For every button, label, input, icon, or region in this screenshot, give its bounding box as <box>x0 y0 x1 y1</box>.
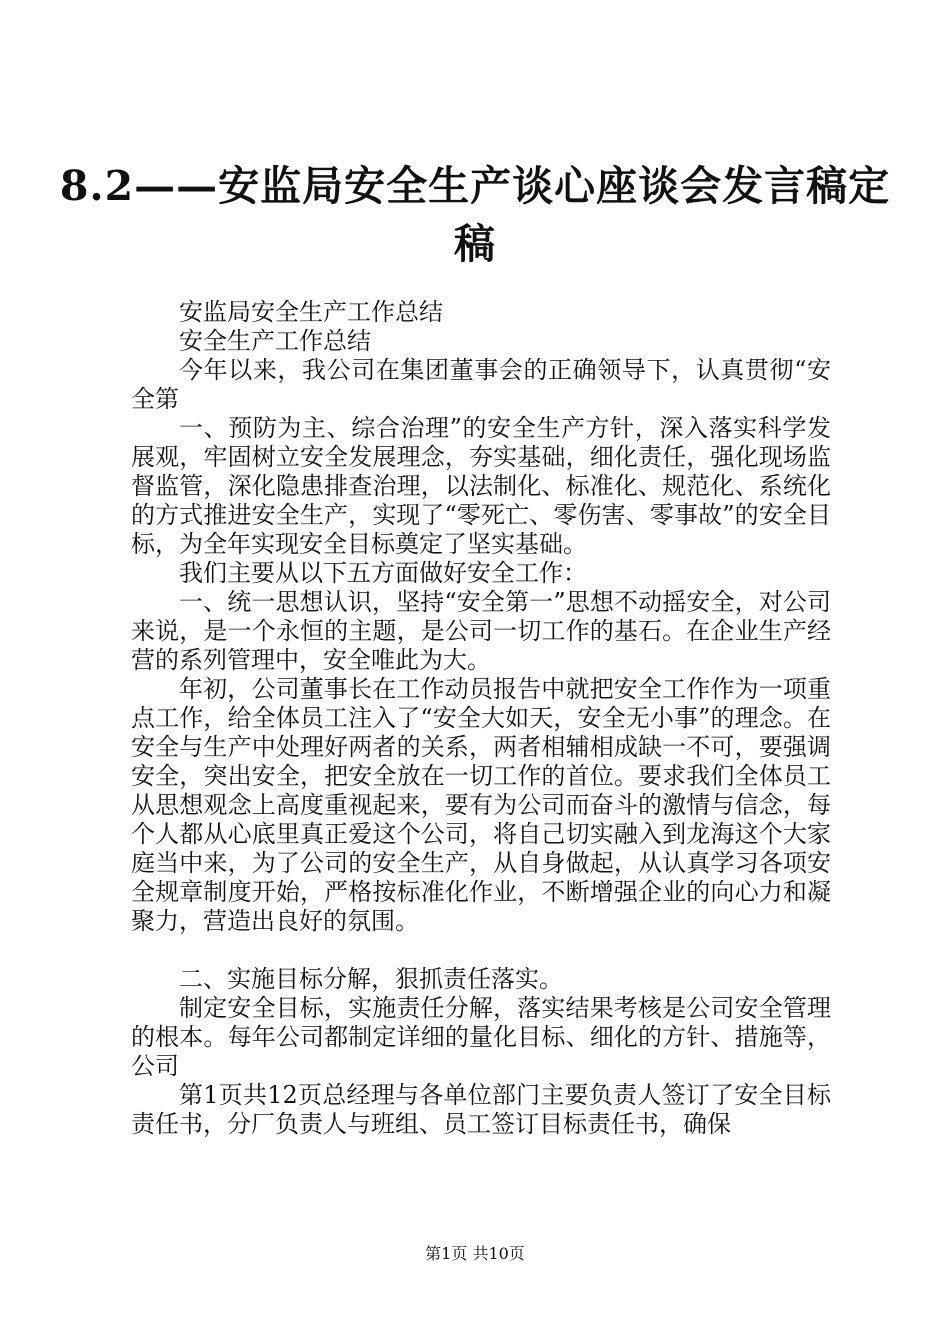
paragraph-heading: 安监局安全生产工作总结 <box>179 298 443 326</box>
document-title-line-2: 稿 <box>454 220 496 268</box>
paragraph: 制定安全目标，实施责任分解，落实结果考核是公司安全管理的根本。每年公司都制定详细的量化目标、细化的方针、措施等，公司 <box>131 994 831 1080</box>
paragraph: 我们主要从以下五方面做好安全工作： <box>179 559 587 587</box>
section-heading: 二、实施目标分解，狠抓责任落实。 <box>179 965 563 993</box>
paragraph: 一、统一思想认识，坚持“安全第一”思想不动摇安全，对公司来说，是一个永恒的主题，是公司一切工作的基石。在企业生产经营的系列管理中，安全唯此为大。 <box>131 588 831 674</box>
paragraph-spacer <box>131 936 831 965</box>
paragraph: 年初，公司董事长在工作动员报告中就把安全工作作为一项重点工作，给全体员工注入了“安全大如天，安全无小事”的理念。在安全与生产中处理好两者的关系，两者相辅相成缺一不可，要强调安全，突出安全，把安全放在一切工作的首位。要求我们全体员工从思想观念上高度重视起来，要有为公司而奋斗的激情与信念，每个人都从心底里真正爱这个公司，将自己切实融入到龙海这个大家庭当中来，为了公司的安全生产，从自身做起，从认真学习各项安全规章制度开始，严格按标准化作业，不断增强企业的向心力和凝聚力，营造出良好的氛围。 <box>131 675 831 935</box>
page-footer: 第1页 共10页 <box>425 1244 525 1263</box>
paragraph: 一、预防为主、综合治理”的安全生产方针，深入落实科学发展观，牢固树立安全发展理念，夯实基础，细化责任，强化现场监督监管，深化隐患排查治理，以法制化、标准化、规范化、系统化的方式推进安全生产，实现了“零死亡、零伤害、零事故”的安全目标，为全年实现安全目标奠定了坚实基础。 <box>131 414 831 558</box>
document-title-line-1: 8.2——安监局安全生产谈心座谈会发言稿定 <box>59 162 891 210</box>
paragraph: 第1页共12页总经理与各单位部门主要负责人签订了安全目标责任书，分厂负责人与班组、员工签订目标责任书，确保 <box>131 1081 831 1138</box>
paragraph: 今年以来，我公司在集团董事会的正确领导下，认真贯彻“安全第 <box>131 356 831 413</box>
paragraph-subheading: 安全生产工作总结 <box>179 327 371 355</box>
document-body <box>131 298 831 1139</box>
